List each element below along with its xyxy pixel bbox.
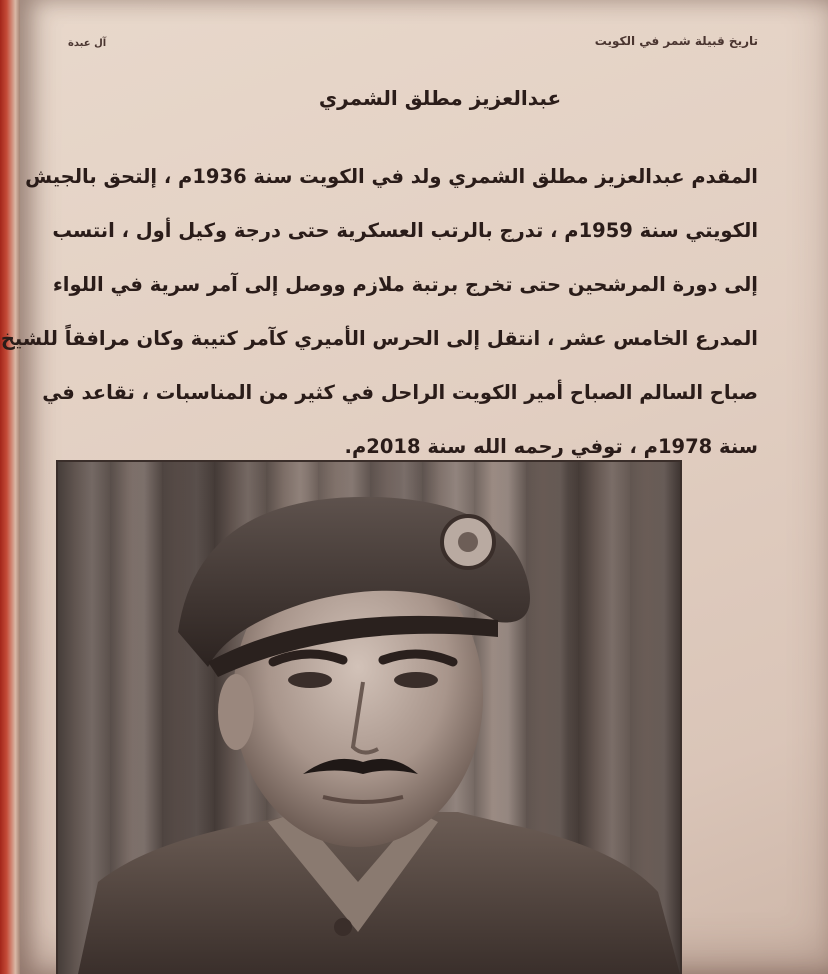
- article-title: عبدالعزيز مطلق الشمري: [318, 86, 562, 110]
- portrait-photo-icon: [58, 462, 680, 974]
- facing-page-edge: [0, 0, 22, 974]
- soldier-portrait-illustration: [58, 462, 680, 974]
- body-line: الكويتي سنة 1959م ، تدرج بالرتب العسكرية حتى درجة وكيل أول ، انتسب: [52, 219, 758, 242]
- body-line: سنة 1978م ، توفي رحمه الله سنة 2018م.: [344, 435, 758, 458]
- body-line: صباح السالم الصباح أمير الكويت الراحل في كثير من المناسبات ، تقاعد في: [42, 381, 758, 404]
- running-header-right: تاريخ قبيلة شمر في الكويت: [594, 34, 758, 48]
- body-line: المقدم عبدالعزيز مطلق الشمري ولد في الكويت سنة 1936م ، إلتحق بالجيش: [25, 165, 758, 188]
- biography-paragraph: [0, 150, 758, 474]
- body-line: إلى دورة المرشحين حتى تخرج برتبة ملازم ووصل إلى آمر سرية في اللواء: [52, 273, 758, 296]
- running-header-left: آل عبدة: [68, 38, 107, 49]
- body-line: المدرع الخامس عشر ، انتقل إلى الحرس الأميري كآمر كتيبة وكان مرافقاً للشيخ: [0, 327, 758, 350]
